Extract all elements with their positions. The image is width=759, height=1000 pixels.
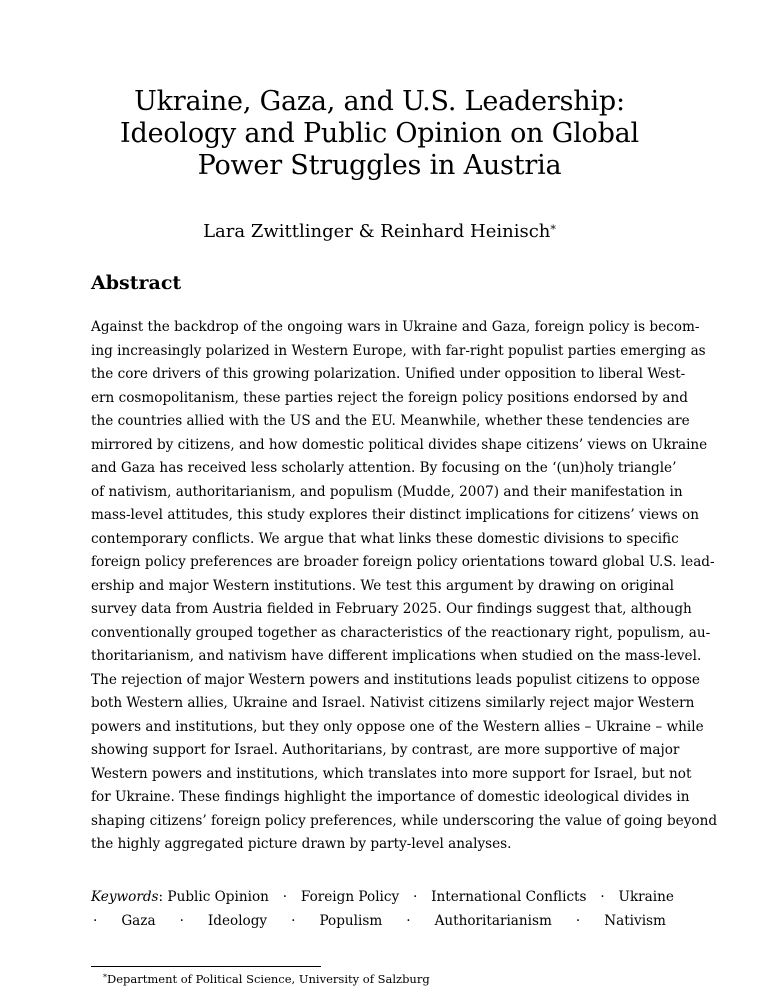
abstract-line: contemporary conflicts. We argue that what links these domestic divisions to specific bbox=[91, 530, 679, 547]
keyword: Ideology bbox=[207, 912, 268, 929]
keyword: Nativism bbox=[604, 912, 666, 929]
abstract-line: ing increasingly polarized in Western Europe, with far-right populist parties emerging as bbox=[91, 342, 706, 359]
keywords-label-group: Keywords: Public Opinion bbox=[91, 889, 269, 905]
footnote-divider bbox=[91, 966, 321, 967]
abstract-body bbox=[91, 316, 718, 857]
keyword-separator: · bbox=[406, 912, 411, 929]
footnote-marker: * bbox=[103, 973, 107, 982]
keyword-separator: · bbox=[413, 889, 418, 905]
abstract-line: Western powers and institutions, which translates into more support for Israel, but not bbox=[91, 765, 692, 782]
abstract-line: conventionally grouped together as characteristics of the reactionary right, populism, au- bbox=[91, 624, 711, 641]
keyword-separator: · bbox=[179, 912, 184, 929]
keyword-separator: · bbox=[600, 889, 605, 905]
abstract-line: both Western allies, Ukraine and Israel. Nativist citizens similarly reject major Western bbox=[91, 695, 695, 711]
abstract-line: ern cosmopolitanism, these parties reject the foreign policy positions endorsed by and bbox=[91, 389, 688, 406]
abstract-line: showing support for Israel. Authoritarians, by contrast, are more supportive of major bbox=[91, 742, 680, 758]
paper-title bbox=[60, 86, 699, 182]
keyword: Gaza bbox=[121, 912, 156, 929]
keyword-separator: · bbox=[575, 912, 581, 929]
keyword-separator: · bbox=[282, 889, 288, 905]
keyword: International Conflicts bbox=[431, 889, 587, 905]
abstract-line: ership and major Western institutions. We test this argument by drawing on original bbox=[91, 577, 674, 594]
abstract-line: and Gaza has received less scholarly attention. By focusing on the ‘(un)holy triangle’ bbox=[91, 460, 677, 476]
keyword: Public Opinion bbox=[167, 889, 269, 905]
abstract-line: of nativism, authoritarianism, and populism (Mudde, 2007) and their manifestation in bbox=[91, 483, 683, 500]
abstract-line: thoritarianism, and nativism have different implications when studied on the mass-level. bbox=[91, 648, 702, 664]
keyword-separator: · bbox=[93, 912, 98, 929]
keywords-label: Keywords bbox=[91, 889, 159, 905]
keywords-row bbox=[91, 886, 674, 910]
abstract-line: mirrored by citizens, and how domestic political divides shape citizens’ views on Ukraine bbox=[91, 436, 708, 453]
keyword: Ukraine bbox=[618, 889, 674, 905]
keyword: Populism bbox=[319, 912, 383, 929]
affiliation-footnote bbox=[103, 971, 430, 987]
title-line-3: Power Struggles in Austria bbox=[197, 150, 562, 181]
keywords-row bbox=[91, 910, 674, 934]
keyword: Foreign Policy bbox=[300, 889, 400, 905]
author-footnote-marker: * bbox=[550, 223, 556, 236]
abstract-line: mass-level attitudes, this study explores their distinct implications for citizens’ views on bbox=[91, 507, 699, 523]
abstract-line: Against the backdrop of the ongoing wars in Ukraine and Gaza, foreign policy is becom- bbox=[91, 319, 700, 335]
abstract-line: the core drivers of this growing polarization. Unified under opposition to liberal West- bbox=[91, 366, 686, 382]
abstract-line: powers and institutions, but they only oppose one of the Western allies – Ukraine – while bbox=[91, 718, 704, 735]
author-names: Lara Zwittlinger & Reinhard Heinisch bbox=[203, 221, 551, 242]
abstract-line: the highly aggregated picture drawn by party-level analyses. bbox=[91, 836, 512, 852]
title-line-1: Ukraine, Gaza, and U.S. Leadership: bbox=[134, 86, 625, 117]
abstract-line: the countries allied with the US and the EU. Meanwhile, whether these tendencies are bbox=[91, 413, 690, 429]
abstract-heading: Abstract bbox=[91, 272, 182, 294]
abstract-line: foreign policy preferences are broader foreign policy orientations toward global U.S. lead- bbox=[91, 554, 715, 570]
footnote-text: Department of Political Science, University of Salzburg bbox=[107, 972, 430, 986]
abstract-line: for Ukraine. These findings highlight the importance of domestic ideological divides in bbox=[91, 789, 690, 805]
abstract-line: shaping citizens’ foreign policy preferences, while underscoring the value of going beyond bbox=[91, 812, 718, 829]
keyword-separator: · bbox=[291, 912, 296, 929]
abstract-line: The rejection of major Western powers and institutions leads populist citizens to oppose bbox=[91, 671, 700, 688]
title-line-2: Ideology and Public Opinion on Global bbox=[120, 118, 639, 149]
keyword: Authoritarianism bbox=[434, 912, 552, 929]
author-list bbox=[60, 220, 699, 244]
keywords-block bbox=[91, 886, 674, 933]
abstract-line: survey data from Austria fielded in February 2025. Our findings suggest that, although bbox=[91, 601, 692, 617]
